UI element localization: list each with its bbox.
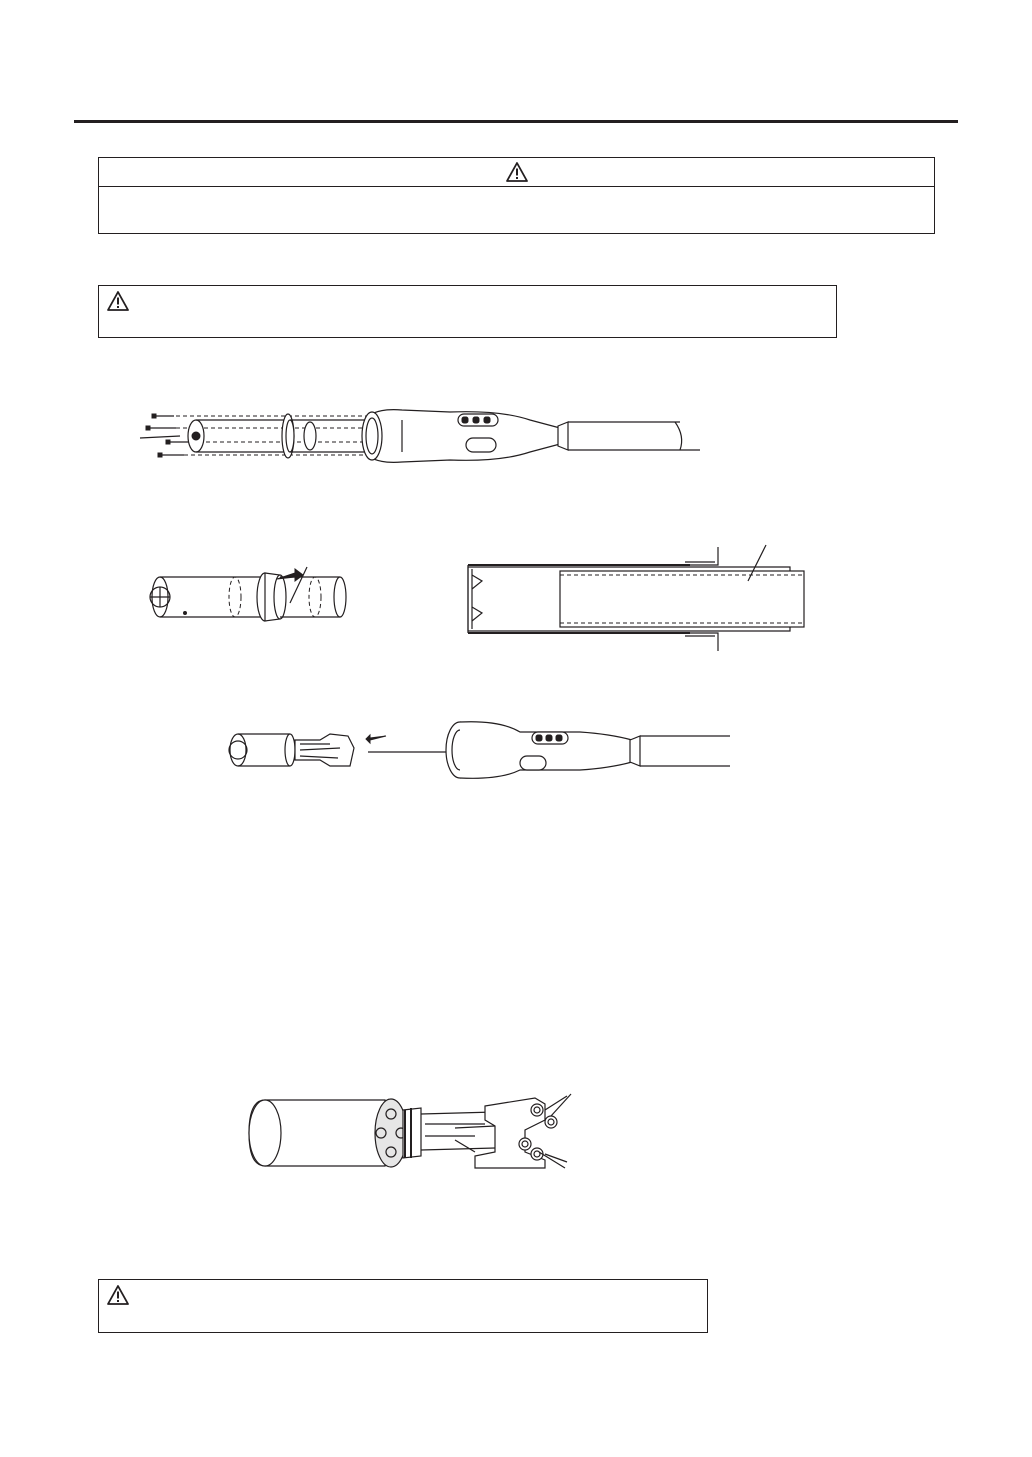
warning-triangle-icon (107, 1285, 129, 1305)
figure-heater-removal-from-grip (220, 718, 740, 788)
warning-triangle-icon (107, 291, 129, 311)
header-rule (74, 120, 958, 123)
figure-sleeve-cross-section (460, 545, 810, 660)
figure-handpiece-exploded-screws (140, 400, 700, 480)
warning-box-top (98, 157, 935, 234)
figure-heater-terminal-assembly (245, 1090, 585, 1180)
warning-box-header (99, 158, 934, 187)
caution-box-middle (98, 285, 837, 338)
figure-heater-sleeve-insertion (145, 565, 355, 635)
warning-triangle-icon (506, 162, 528, 182)
caution-box-bottom (98, 1279, 708, 1333)
